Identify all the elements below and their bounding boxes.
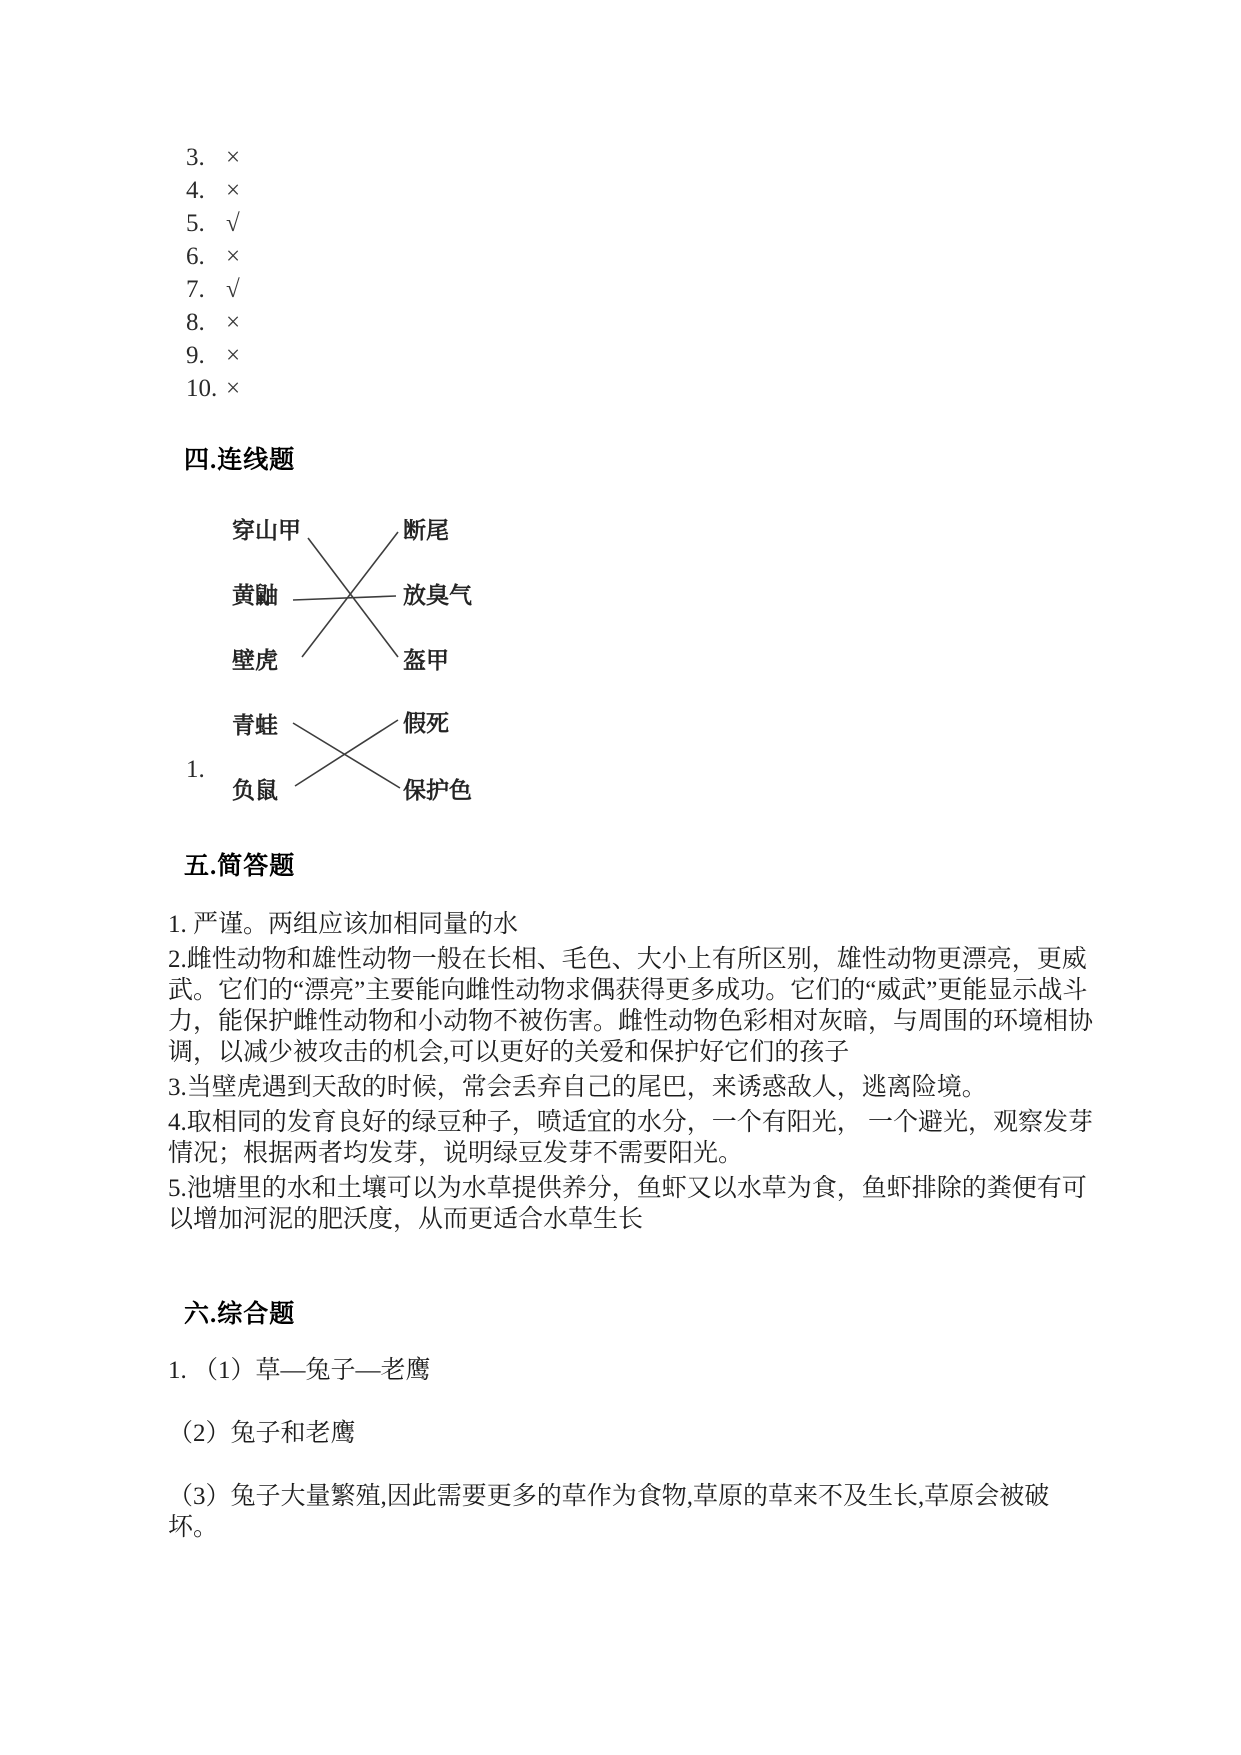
tf-answer-row <box>186 141 240 174</box>
short-answer-4: 4.取相同的发育良好的绿豆种子，喷适宜的水分，一个有阳光， 一个避光，观察发芽情况；根据两者均发芽，说明绿豆发芽不需要阳光。 <box>168 1109 1094 1167</box>
tf-answer-row <box>186 339 240 372</box>
short-answer-3: 3.当壁虎遇到天敌的时候，常会丢弃自己的尾巴，来诱惑敌人，逃离险境。 <box>168 1074 987 1101</box>
tf-number: 10. <box>186 375 218 402</box>
tf-number: 6. <box>186 243 205 270</box>
tf-answer-row <box>186 273 240 306</box>
tf-number: 4. <box>186 177 205 204</box>
tf-mark: × <box>226 375 241 402</box>
comprehensive-answer-list <box>168 1355 1093 1575</box>
connection-line-weasel-odor <box>293 596 396 600</box>
section-title-short-answer: 五.简答题 <box>184 853 296 880</box>
tf-number: 9. <box>186 342 205 369</box>
true-false-answer-list <box>186 141 240 405</box>
tf-mark: × <box>226 243 241 270</box>
match-left-label: 负鼠 <box>232 777 278 803</box>
tf-number: 3. <box>186 144 205 171</box>
match-right-label: 断尾 <box>403 517 449 543</box>
short-answer-1: 1. 严谨。两组应该加相同量的水 <box>168 911 519 938</box>
short-answer-list <box>168 909 1093 1239</box>
comprehensive-answer-3: （3）兔子大量繁殖,因此需要更多的草作为食物,草原的草来不及生长,草原会被破坏。 <box>168 1483 1050 1541</box>
tf-mark: × <box>226 309 241 336</box>
match-right-label: 假死 <box>403 710 449 736</box>
match-right-label: 保护色 <box>403 777 472 803</box>
tf-number: 8. <box>186 309 205 336</box>
tf-mark: × <box>226 342 241 369</box>
match-right-label: 盔甲 <box>403 647 449 673</box>
connection-line-opossum-feigndeath <box>295 720 398 786</box>
match-left-label: 青蛙 <box>232 712 278 738</box>
matching-diagram <box>200 505 510 805</box>
match-left-label: 壁虎 <box>232 647 278 673</box>
tf-mark: √ <box>226 276 240 303</box>
comprehensive-answer-1: 1. （1）草—兔子—老鹰 <box>168 1357 431 1384</box>
section-title-matching: 四.连线题 <box>184 447 296 474</box>
matching-item-number: 1. <box>186 756 205 783</box>
tf-answer-row <box>186 306 240 339</box>
tf-number: 5. <box>186 210 205 237</box>
match-right-label: 放臭气 <box>403 582 472 608</box>
short-answer-2: 2.雌性动物和雄性动物一般在长相、毛色、大小上有所区别，雄性动物更漂亮，更威武。它们的“漂亮”主要能向雌性动物求偶获得更多成功。它们的“威武”更能显示战斗力，能保护雌性动物和小动物不被伤害。雌性动物色彩相对灰暗，与周围的环境相协调，以减少被攻击的机会,可以更好的关爱和保护好它们的孩子 <box>168 946 1094 1066</box>
tf-mark: × <box>226 177 241 204</box>
connection-line-frog-camouflage <box>293 723 400 788</box>
tf-answer-row <box>186 174 240 207</box>
short-answer-5: 5.池塘里的水和土壤可以为水草提供养分，鱼虾又以水草为食，鱼虾排除的粪便有可以增加河泥的肥沃度，从而更适合水草生长 <box>168 1175 1087 1233</box>
match-left-label: 穿山甲 <box>232 517 301 543</box>
tf-answer-row <box>186 372 240 405</box>
tf-answer-row <box>186 240 240 273</box>
tf-mark: × <box>226 144 241 171</box>
comprehensive-answer-2: （2）兔子和老鹰 <box>168 1420 356 1447</box>
section-title-comprehensive: 六.综合题 <box>184 1301 296 1328</box>
tf-number: 7. <box>186 276 205 303</box>
match-left-label: 黄鼬 <box>232 582 278 608</box>
tf-answer-row <box>186 207 240 240</box>
tf-mark: √ <box>226 210 240 237</box>
